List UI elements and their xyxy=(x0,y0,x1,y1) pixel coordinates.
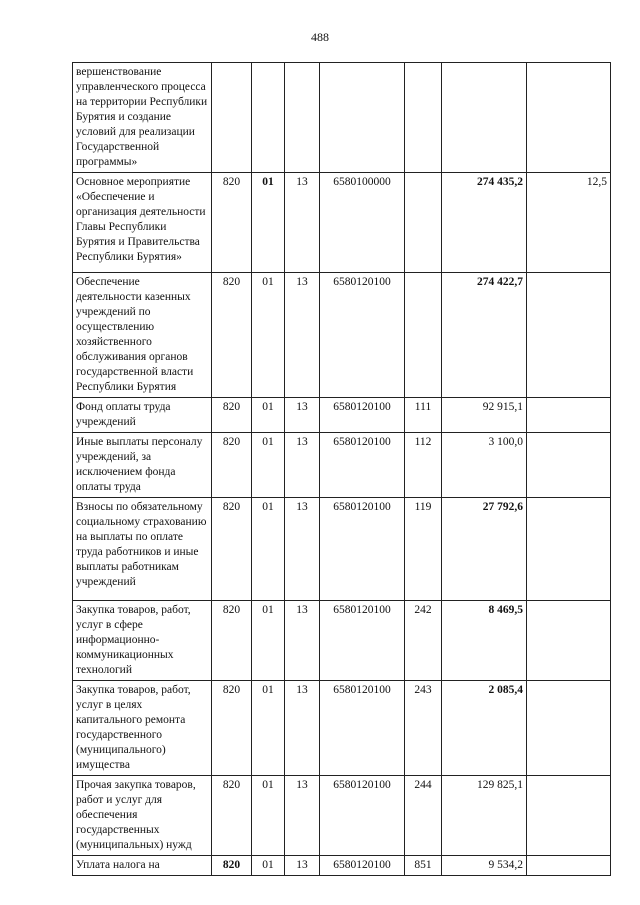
table-cell-target-article: 6580100000 xyxy=(320,173,405,273)
table-cell-expense-type: 112 xyxy=(405,433,442,498)
table-cell-grbs xyxy=(212,63,252,173)
table-cell-name: Уплата налога на xyxy=(73,856,212,876)
table-cell-subsection: 13 xyxy=(285,433,320,498)
table-cell-expense-type: 111 xyxy=(405,398,442,433)
table-cell-expense-type: 242 xyxy=(405,601,442,681)
table-cell-expense-type xyxy=(405,273,442,398)
table-cell-subsection xyxy=(285,63,320,173)
table-cell-name: Взносы по обязательному социальному страхованию на выплаты по оплате труда работников и иные выплаты работникам учреждений xyxy=(73,498,212,601)
table-cell-section: 01 xyxy=(252,776,285,856)
table-row xyxy=(73,273,611,398)
table-cell-grbs: 820 xyxy=(212,433,252,498)
table-cell-grbs: 820 xyxy=(212,601,252,681)
table-cell-percent xyxy=(527,63,611,173)
table-cell-amount: 3 100,0 xyxy=(442,433,527,498)
table-cell-percent xyxy=(527,398,611,433)
table-cell-name: Прочая закупка товаров, работ и услуг для обеспечения государственных (муниципальных) нужд xyxy=(73,776,212,856)
table-cell-section: 01 xyxy=(252,856,285,876)
table-cell-subsection: 13 xyxy=(285,173,320,273)
table-cell-percent xyxy=(527,681,611,776)
table-cell-subsection: 13 xyxy=(285,856,320,876)
table-cell-expense-type: 243 xyxy=(405,681,442,776)
table-cell-target-article: 6580120100 xyxy=(320,601,405,681)
budget-table xyxy=(72,62,611,876)
table-row xyxy=(73,681,611,776)
table-cell-expense-type: 119 xyxy=(405,498,442,601)
table-cell-percent xyxy=(527,273,611,398)
table-cell-expense-type: 851 xyxy=(405,856,442,876)
table-cell-amount: 27 792,6 xyxy=(442,498,527,601)
table-cell-subsection: 13 xyxy=(285,273,320,398)
table-cell-grbs: 820 xyxy=(212,681,252,776)
table-row xyxy=(73,601,611,681)
table-cell-name: Фонд оплаты труда учреждений xyxy=(73,398,212,433)
table-cell-grbs: 820 xyxy=(212,498,252,601)
table-cell-percent xyxy=(527,498,611,601)
table-cell-percent xyxy=(527,433,611,498)
table-cell-target-article: 6580120100 xyxy=(320,776,405,856)
table-cell-subsection: 13 xyxy=(285,776,320,856)
table-cell-section: 01 xyxy=(252,273,285,398)
table-row xyxy=(73,173,611,273)
table-cell-name: Основное мероприятие «Обеспечение и организация деятельности Главы Республики Бурятия и Правительства Республики Бурятия» xyxy=(73,173,212,273)
table-cell-name: Закупка товаров, работ, услуг в целях капитального ремонта государственного (муниципального) имущества xyxy=(73,681,212,776)
table-cell-section xyxy=(252,63,285,173)
table-cell-section: 01 xyxy=(252,681,285,776)
table-cell-target-article: 6580120100 xyxy=(320,498,405,601)
table-cell-section: 01 xyxy=(252,433,285,498)
table-cell-subsection: 13 xyxy=(285,398,320,433)
table-cell-subsection: 13 xyxy=(285,601,320,681)
table-cell-target-article: 6580120100 xyxy=(320,273,405,398)
table-cell-target-article: 6580120100 xyxy=(320,856,405,876)
table-cell-expense-type xyxy=(405,173,442,273)
table-cell-section: 01 xyxy=(252,398,285,433)
table-cell-subsection: 13 xyxy=(285,498,320,601)
table-row xyxy=(73,498,611,601)
table-cell-target-article: 6580120100 xyxy=(320,433,405,498)
table-cell-amount: 92 915,1 xyxy=(442,398,527,433)
table-cell-amount: 9 534,2 xyxy=(442,856,527,876)
table-cell-amount xyxy=(442,63,527,173)
table-row xyxy=(73,398,611,433)
table-cell-grbs: 820 xyxy=(212,856,252,876)
table-cell-expense-type: 244 xyxy=(405,776,442,856)
table-row xyxy=(73,433,611,498)
table-cell-grbs: 820 xyxy=(212,398,252,433)
table-cell-target-article: 6580120100 xyxy=(320,398,405,433)
page-number: 488 xyxy=(311,30,329,44)
table-cell-amount: 274 435,2 xyxy=(442,173,527,273)
table-cell-section: 01 xyxy=(252,601,285,681)
table-row xyxy=(73,63,611,173)
table-cell-name: Иные выплаты персоналу учреждений, за исключением фонда оплаты труда xyxy=(73,433,212,498)
table-cell-grbs: 820 xyxy=(212,273,252,398)
table-row xyxy=(73,776,611,856)
table-cell-name: Обеспечение деятельности казенных учреждений по осуществлению хозяйственного обслуживания органов государственной власти Республики Бурятия xyxy=(73,273,212,398)
table-cell-target-article: 6580120100 xyxy=(320,681,405,776)
table-cell-amount: 274 422,7 xyxy=(442,273,527,398)
table-cell-amount: 2 085,4 xyxy=(442,681,527,776)
table-cell-section: 01 xyxy=(252,498,285,601)
table-cell-percent xyxy=(527,601,611,681)
table-cell-amount: 8 469,5 xyxy=(442,601,527,681)
table-cell-percent xyxy=(527,776,611,856)
table-cell-subsection: 13 xyxy=(285,681,320,776)
table-cell-expense-type xyxy=(405,63,442,173)
table-cell-grbs: 820 xyxy=(212,173,252,273)
table-cell-name: вершенствование управленческого процесса на территории Республики Бурятия и создание условий для реализации Государственной программы» xyxy=(73,63,212,173)
table-row xyxy=(73,856,611,876)
table-cell-name: Закупка товаров, работ, услуг в сфере информационно-коммуникационных технологий xyxy=(73,601,212,681)
table-cell-section: 01 xyxy=(252,173,285,273)
table-cell-target-article xyxy=(320,63,405,173)
table-cell-percent xyxy=(527,856,611,876)
table-cell-grbs: 820 xyxy=(212,776,252,856)
table-cell-amount: 129 825,1 xyxy=(442,776,527,856)
table-cell-percent: 12,5 xyxy=(527,173,611,273)
